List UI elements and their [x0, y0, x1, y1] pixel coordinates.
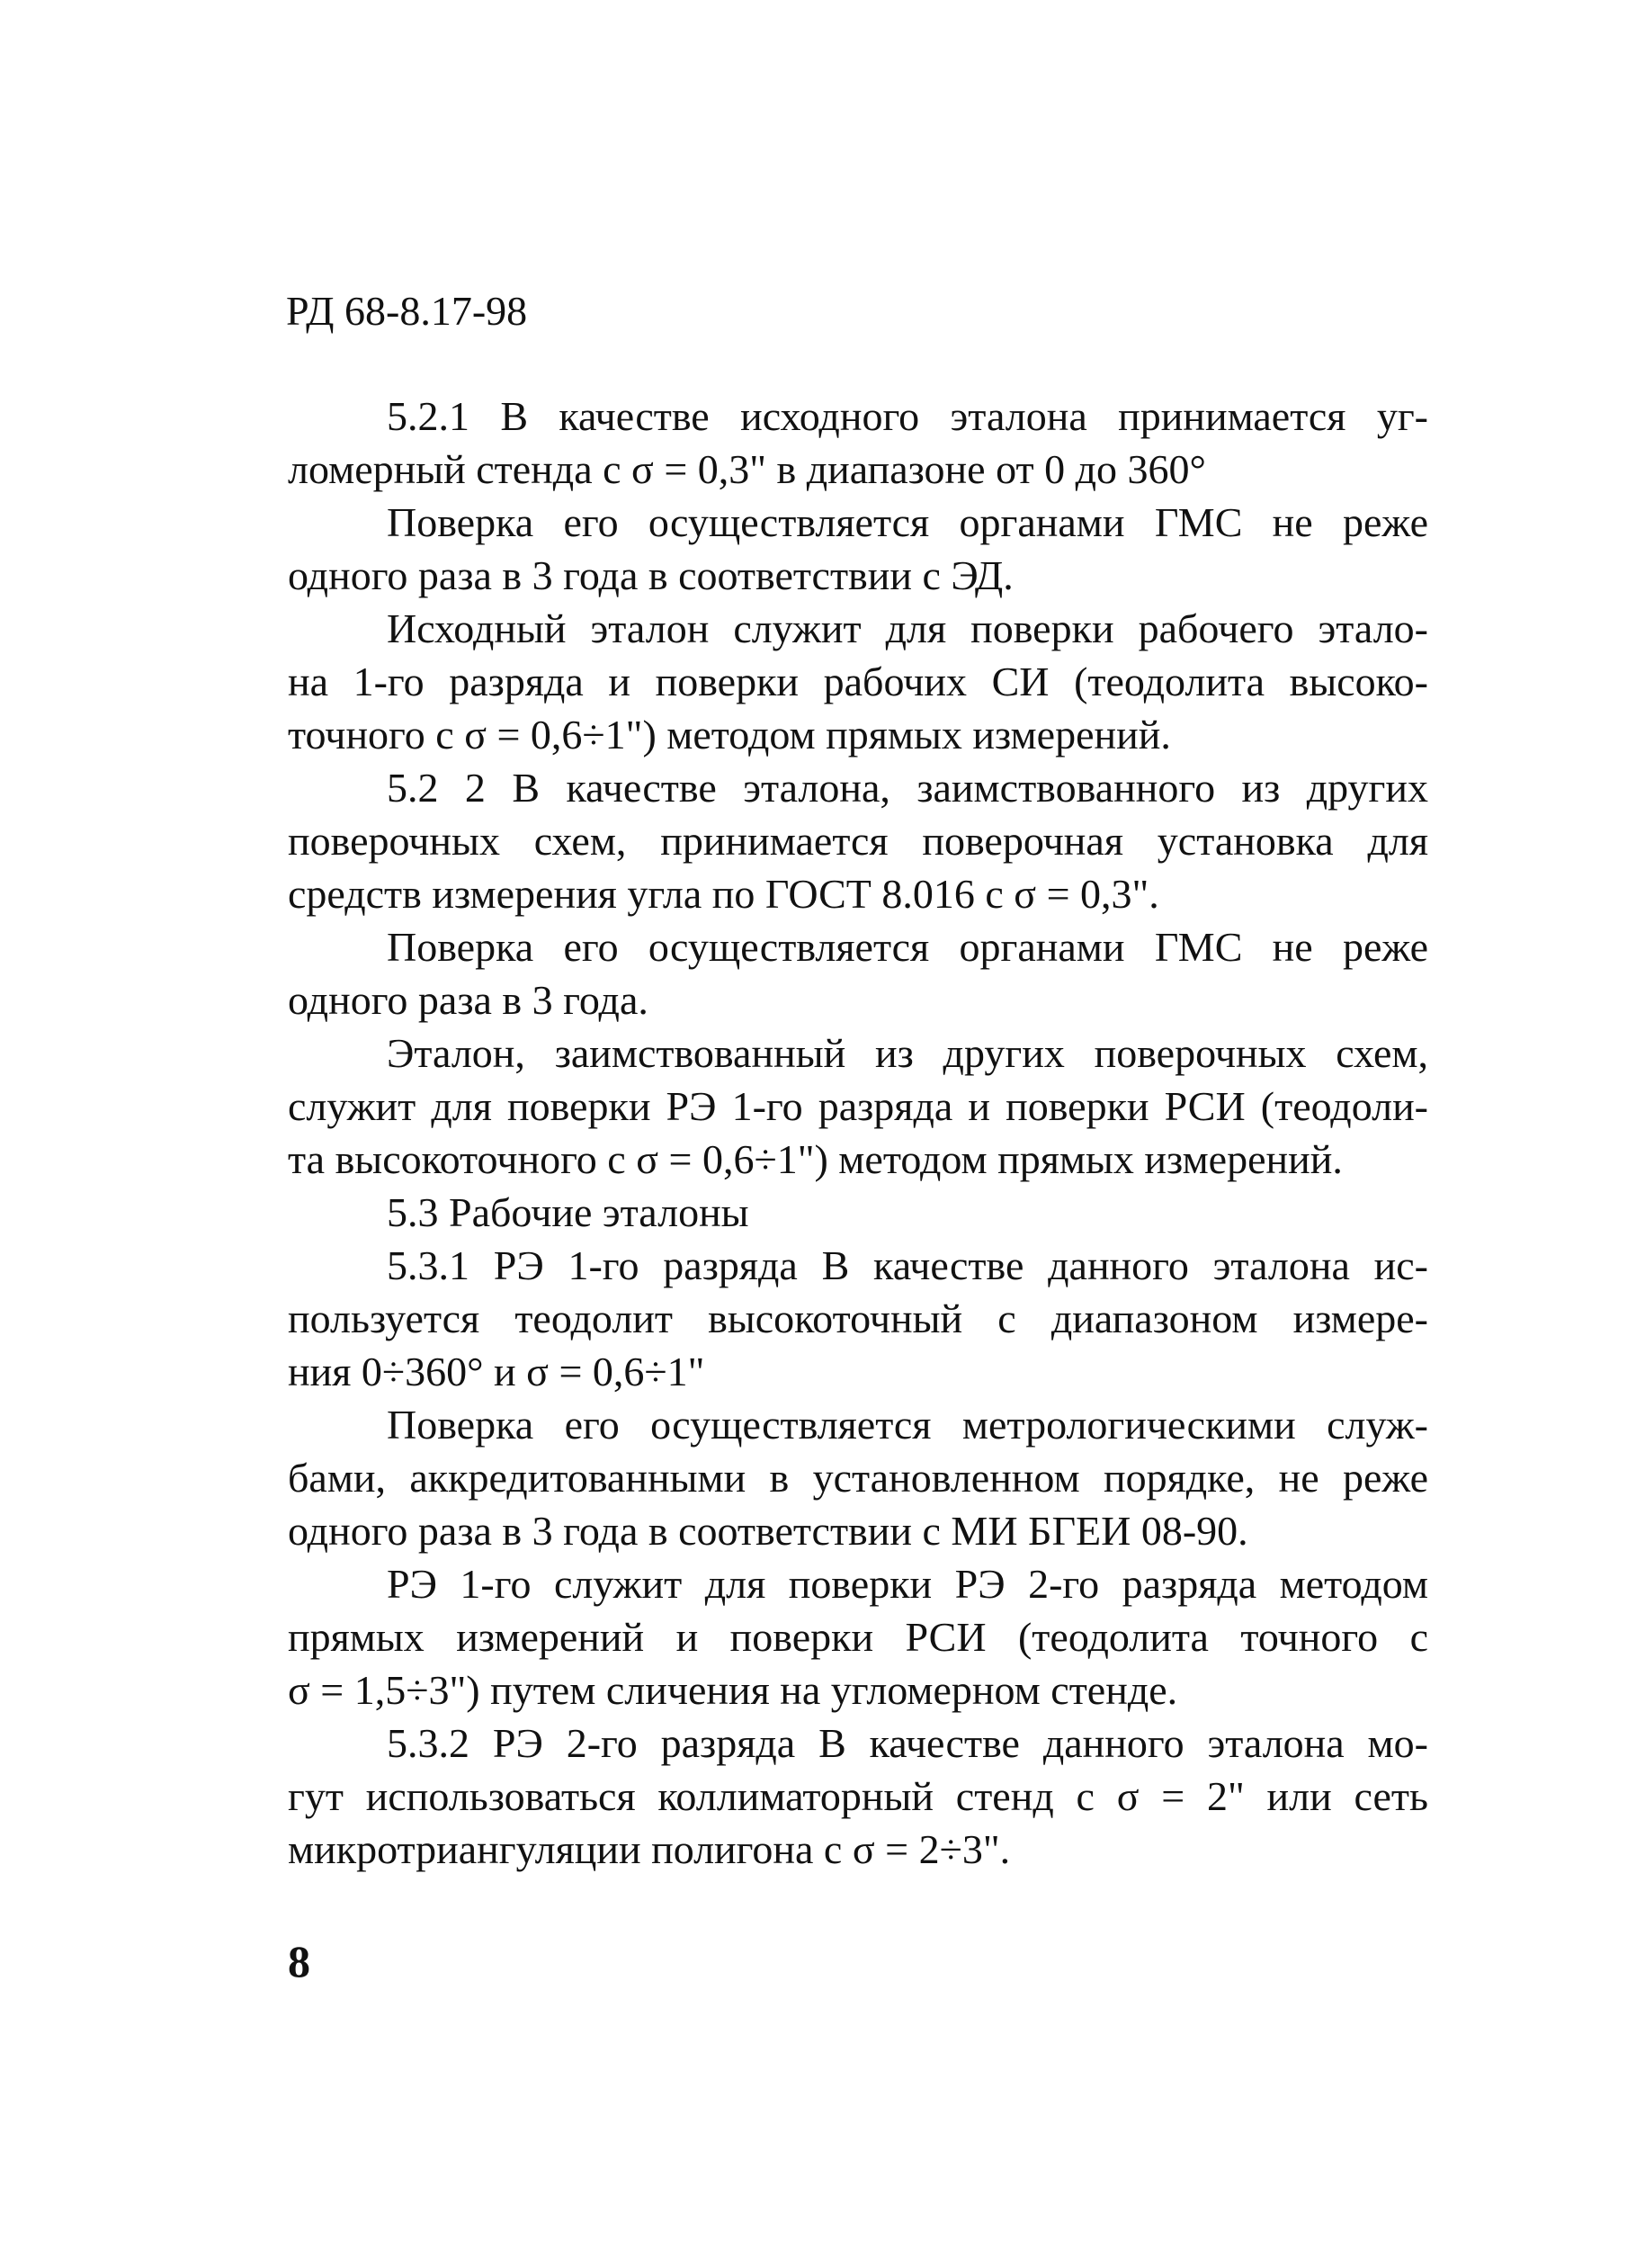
document-body: [288, 390, 1428, 1876]
text-line: 5.2.1 В качестве исходного эталона принимается уг-: [387, 393, 1428, 439]
paragraph-borrowed-standard: [288, 1026, 1428, 1186]
text-line: служит для поверки РЭ 1-го разряда и поверки РСИ (теодоли-: [288, 1083, 1428, 1129]
text-line: микротриангуляции полигона с σ = 2÷3".: [288, 1826, 1011, 1872]
text-line: на 1-го разряда и поверки рабочих СИ (теодолита высоко-: [288, 659, 1428, 704]
text-line: та высокоточного с σ = 0,6÷1") методом прямых измерений.: [288, 1136, 1343, 1182]
page-number: 8: [288, 1936, 310, 1986]
paragraph-5-3-1: [288, 1239, 1428, 1398]
text-line: Эталон, заимствованный из других поверочных схем,: [387, 1030, 1428, 1076]
text-line: гут использоваться коллиматорный стенд с σ = 2" или сеть: [288, 1773, 1428, 1819]
paragraph-source-standard: [288, 602, 1428, 761]
text-line: Поверка его осуществляется органами ГМС не реже: [387, 499, 1428, 545]
text-line: одного раза в 3 года в соответствии с ЭД.: [288, 552, 1014, 598]
text-line: Поверка его осуществляется органами ГМС не реже: [387, 924, 1428, 970]
paragraph-verification: [288, 496, 1428, 602]
paragraph-5-3-2: [288, 1717, 1428, 1876]
text-line: 5.3.1 РЭ 1-го разряда В качестве данного эталона ис-: [387, 1242, 1428, 1288]
text-line: Поверка его осуществляется метрологическими служ-: [387, 1402, 1428, 1448]
text-line: 5.3.2 РЭ 2-го разряда В качестве данного эталона мо-: [387, 1720, 1428, 1766]
text-line: средств измерения угла по ГОСТ 8.016 с σ = 0,3".: [288, 871, 1159, 917]
text-line: ломерный стенда с σ = 0,3" в диапазоне от 0 до 360°: [288, 446, 1206, 492]
text-line: бами, аккредитованными в установленном порядке, не реже: [288, 1455, 1428, 1501]
text-line: поверочных схем, принимается поверочная установка для: [288, 818, 1428, 864]
text-line: Исходный эталон служит для поверки рабочего этало-: [387, 605, 1428, 651]
paragraph-verification-3: [288, 1398, 1428, 1557]
text-line: одного раза в 3 года.: [288, 977, 648, 1023]
text-line: одного раза в 3 года в соответствии с МИ БГЕИ 08-90.: [288, 1508, 1248, 1554]
paragraph-verification-2: [288, 920, 1428, 1026]
paragraph-re1-usage: [288, 1557, 1428, 1717]
text-line: ния 0÷360° и σ = 0,6÷1": [288, 1349, 705, 1394]
paragraph-5-2-2: [288, 761, 1428, 920]
section-heading-5-3: [288, 1186, 1428, 1239]
text-line: 5.2 2 В качестве эталона, заимствованного из других: [387, 765, 1428, 811]
text-line: точного с σ = 0,6÷1") методом прямых измерений.: [288, 712, 1171, 757]
text-line: 5.3 Рабочие эталоны: [387, 1189, 749, 1235]
text-line: σ = 1,5÷3") путем сличения на угломерном стенде.: [288, 1667, 1178, 1713]
text-line: пользуется теодолит высокоточный с диапазоном измере-: [288, 1295, 1428, 1341]
paragraph-5-2-1: [288, 390, 1428, 496]
text-line: РЭ 1-го служит для поверки РЭ 2-го разряда методом: [387, 1561, 1428, 1607]
text-line: прямых измерений и поверки РСИ (теодолита точного с: [288, 1614, 1428, 1660]
document-code: РД 68-8.17-98: [286, 288, 528, 334]
